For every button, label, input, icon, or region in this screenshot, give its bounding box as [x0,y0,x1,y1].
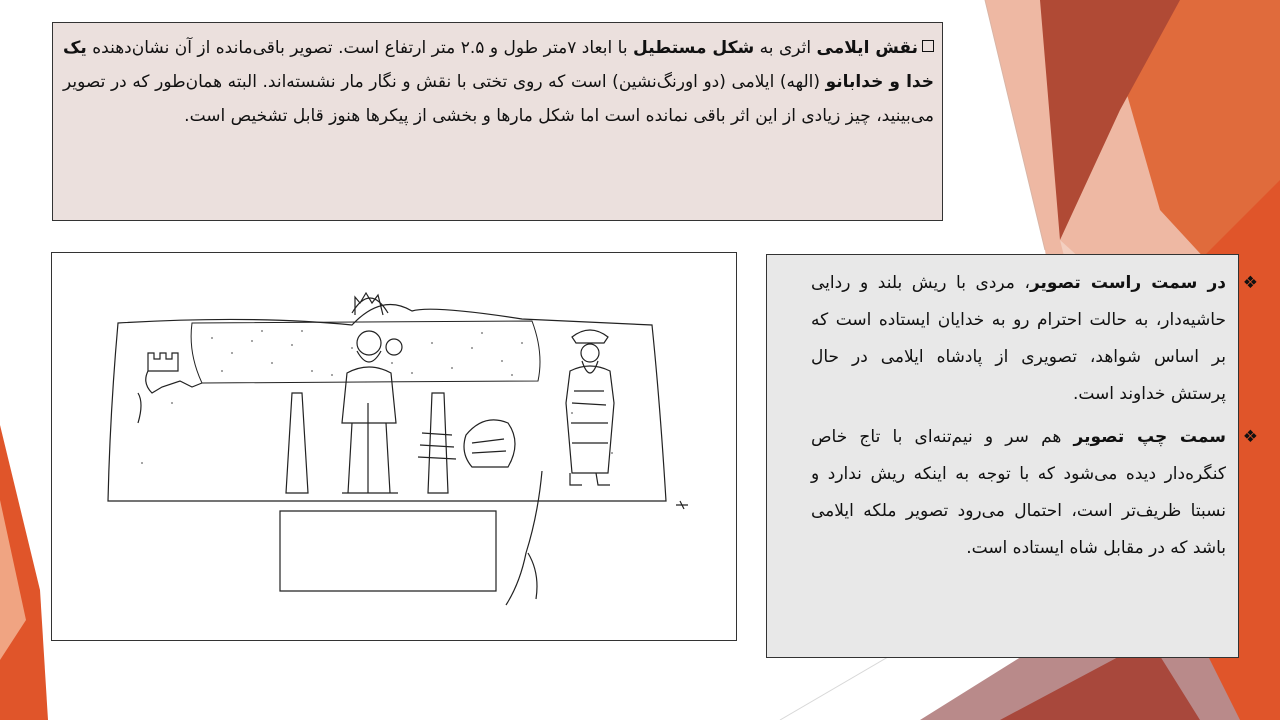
intro-text-1: اثری به [754,38,817,58]
intro-text-box [52,22,943,221]
right-side-heading: در سمت راست تصویر [1029,273,1226,293]
right-side-text: ، مردی با ریش بلند و ردایی حاشیه‌دار، به حالت احترام رو به خدایان ایستاده است که بر اساس شواهد، تصویری از پادشاه ایلامی در حال پرستش خداوند است. [811,273,1226,404]
title-bold-elamite-relief: نقش ایلامی [816,38,919,58]
left-side-heading: سمت چپ تصویر [1073,427,1226,447]
square-bullet-icon [922,40,934,52]
description-text-box [766,254,1258,658]
description-item-left-side [811,419,1258,567]
diamond-bullet-icon: ❖ [1242,427,1258,447]
intro-text-3: (الهه) ایلامی (دو اورنگ‌نشین) است که روی تختی با نقش و نگار مار نشسته‌اند. البته همان‌طور که در تصویر می‌بینید، چیز زیادی از این اثر باقی نمانده است اما شکل مارها و بخشی از پیکرها هنوز قابل تشخیص است. [63,72,934,126]
diamond-bullet-icon: ❖ [1242,273,1258,293]
description-item-right-side [811,265,1258,413]
elamite-relief-drawing-icon [52,253,736,640]
relief-image-frame [51,252,737,641]
bold-god-and-goddess: یک خدا و خدابانو [63,38,934,92]
bold-rectangular-shape: شکل مستطیل [633,38,755,58]
decor-line-2 [780,650,900,720]
intro-text-2: با ابعاد ۷متر طول و ۲.۵ متر ارتفاع است. تصویر باقی‌مانده از آن نشان‌دهنده [86,38,634,58]
left-side-text: هم سر و نیم‌تنه‌ای با تاج خاص کنگره‌دار دیده می‌شود که با توجه به اینکه ریش ندارد و نسبتا ظریف‌تر است، احتمال می‌رود تصویر ملکه ایلامی باشد که در مقابل شاه ایستاده است. [811,427,1226,558]
